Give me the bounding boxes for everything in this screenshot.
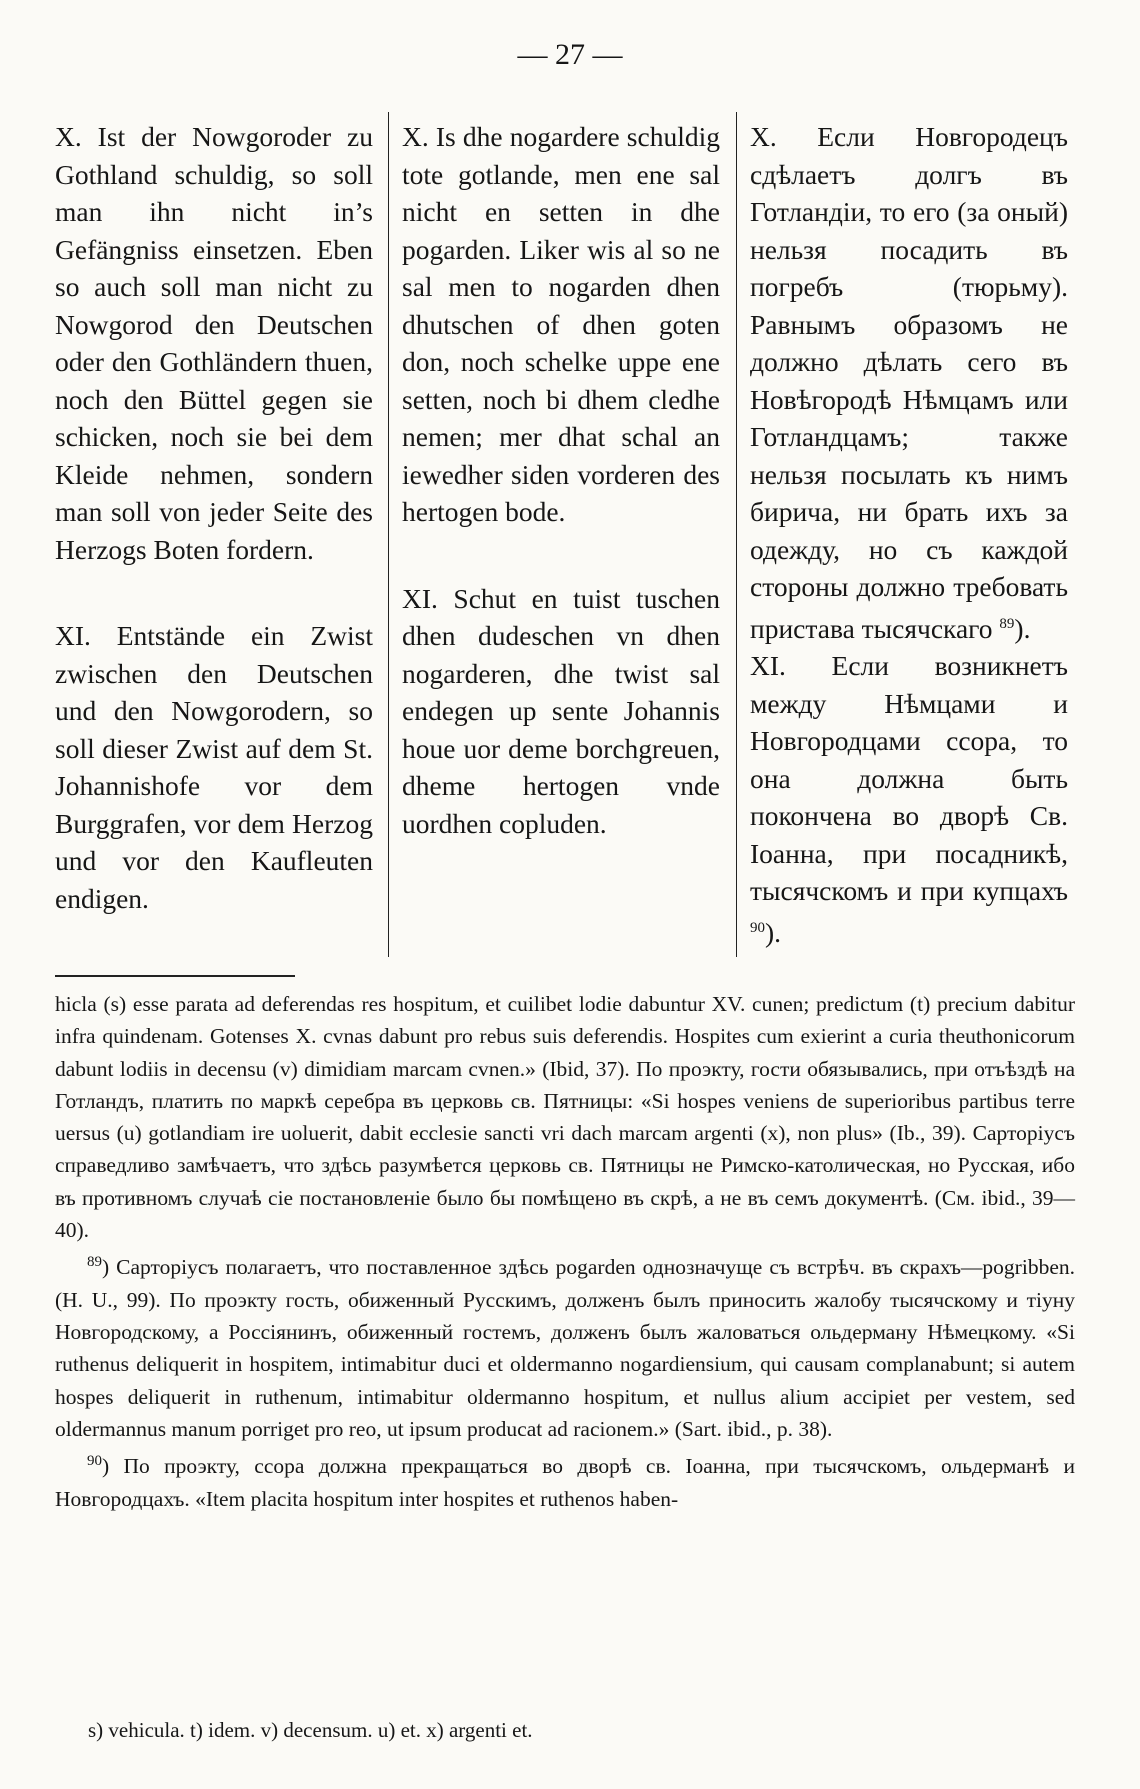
column-low-german	[402, 118, 720, 842]
column-russian	[750, 118, 1068, 951]
german-article-10: X. Ist der Nowgoroder zu Gothland schuldig, so soll man ihn nicht in’s Gefängniss einsetzen. Eben so auch soll man nicht zu Nowgorod den Deutschen oder den Gothländern thuen, noch den Büttel gegen sie schicken, noch sie bei dem Kleide nehmen, sondern man soll von jeder Seite des Herzogs Boten fordern.	[55, 121, 373, 565]
footnote-90-text: ) По проэкту, ссора должна прекращаться во дворѣ св. Іоанна, при тысячскомъ, ольдерманѣ и Новгородцахъ. «Item placita hospitum inter hospites et ruthenos haben-	[55, 1454, 1075, 1511]
lowgerman-article-10: X. Is dhe nogardere schuldig tote gotlande, men ene sal nicht en setten in dhe pogarden. Liker wis al so ne sal men to nogarden dhen dhutschen of dhen goten don, noch schelke uppe ene setten, noch bi dhem cledhe nemen; mer dhat schal an iewedher siden vorderen des hertogen bode.	[402, 121, 720, 527]
russian-article-11	[750, 647, 1068, 951]
footnote-continuation: hicla (s) esse parata ad deferendas res hospitum, et cuilibet lodie dabuntur XV. cunen; predictum (t) precium dabitur infra quindenam. Gotenses X. cvnas dabunt pro rebus suis deferendis. Hospites cum exierint a curia theuthonicorum dabunt lodiis in decensu (v) dimidiam marcam cvnen.» (Ibid, 37). По проэкту, гости обязывались, при отъѣздѣ на Готландъ, платить по маркѣ серебра въ церковь св. Пятницы: «Si hospes veniens de superioribus partibus terre uersus (u) gotlandiam ire uoluerit, dabit ecclesie sancti vri dach marcam argenti (x), non plus» (Ib., 39). Сарторіусъ справедливо замѣчаетъ, что здѣсь разумѣется церковь св. Пятницы не Римско-католическая, но Русская, ибо въ противномъ случаѣ сіе постановленіе было бы помѣщено въ скрѣ, а не въ семъ документѣ. (См. ibid., 39—40).	[55, 992, 1075, 1243]
column-divider-2	[736, 112, 737, 957]
column-german	[55, 118, 373, 917]
footnote-ref-90: 90	[750, 919, 765, 936]
footnote-ref-89: 89	[999, 615, 1015, 632]
russian-article-10	[750, 118, 1068, 647]
footnote-90-number: 90	[87, 1453, 102, 1470]
footnote-89	[55, 1246, 1075, 1445]
footnote-separator	[55, 975, 295, 977]
footnote-90	[55, 1445, 1075, 1515]
russian-article-10-text: X. Если Новгородецъ сдѣлаетъ долгъ въ Готландіи, то его (за оный) нельзя посадить въ погребъ (тюрьму). Равнымъ образомъ не должно дѣлать сего въ Новѣгородѣ Нѣмцамъ или Готландцамъ; также нельзя посылать къ нимъ бирича, ни брать ихъ за одежду, но съ каждой стороны должно требовать пристава тысячскаго	[750, 121, 1068, 644]
page-number: — 27 —	[517, 38, 623, 71]
russian-article-10-end: ).	[1014, 612, 1031, 644]
footnotes	[55, 988, 1075, 1515]
russian-article-11-text: XI. Если возникнетъ между Нѣмцами и Новгородцами ссора, то она должна быть покончена во дворѣ Св. Іоанна, при посадникѣ, тысячскомъ и при купцахъ	[750, 650, 1068, 907]
footnote-89-number: 89	[87, 1254, 102, 1271]
russian-article-11-end: ).	[765, 916, 782, 948]
german-article-11: XI. Entstände ein Zwist zwischen den Deutschen und den Nowgorodern, so soll dieser Zwist auf dem St. Johannishofe vor dem Burggrafen, vor dem Herzog und vor den Kaufleuten endigen.	[55, 620, 373, 914]
textual-variants: s) vehicula. t) idem. v) decensum. u) et. x) argenti et.	[88, 1718, 533, 1742]
footnote-89-text: ) Сарторіусъ полагаетъ, что поставленное здѣсь pogarden однозначуще съ встрѣч. въ скрахъ—pogribben. (H. U., 99). По проэкту гость, обиженный Русскимъ, долженъ былъ приносить жалобу тысячскому и тіуну Новгородскому, а Россіянинъ, обиженный гостемъ, долженъ былъ жаловаться ольдерману Нѣмецкому. «Si ruthenus deliquerit in hospitem, intimabitur duci et oldermanno nogardiensium, qui causam complanabunt; si autem hospes deliquerit in ruthenum, intimabitur oldermanno hospitum, et nullus alium accipiet per vestem, sed oldermannus manum porriget pro reo, ut ipsum producat ad racionem.» (Sart. ibid., p. 38).	[55, 1255, 1075, 1442]
column-divider-1	[388, 112, 389, 957]
lowgerman-article-11: XI. Schut en tuist tuschen dhen dudeschen vn dhen nogarderen, dhe twist sal endegen up sente Johannis houe uor deme borchgreuen, dheme hertogen vnde uordhen copluden.	[402, 582, 720, 839]
